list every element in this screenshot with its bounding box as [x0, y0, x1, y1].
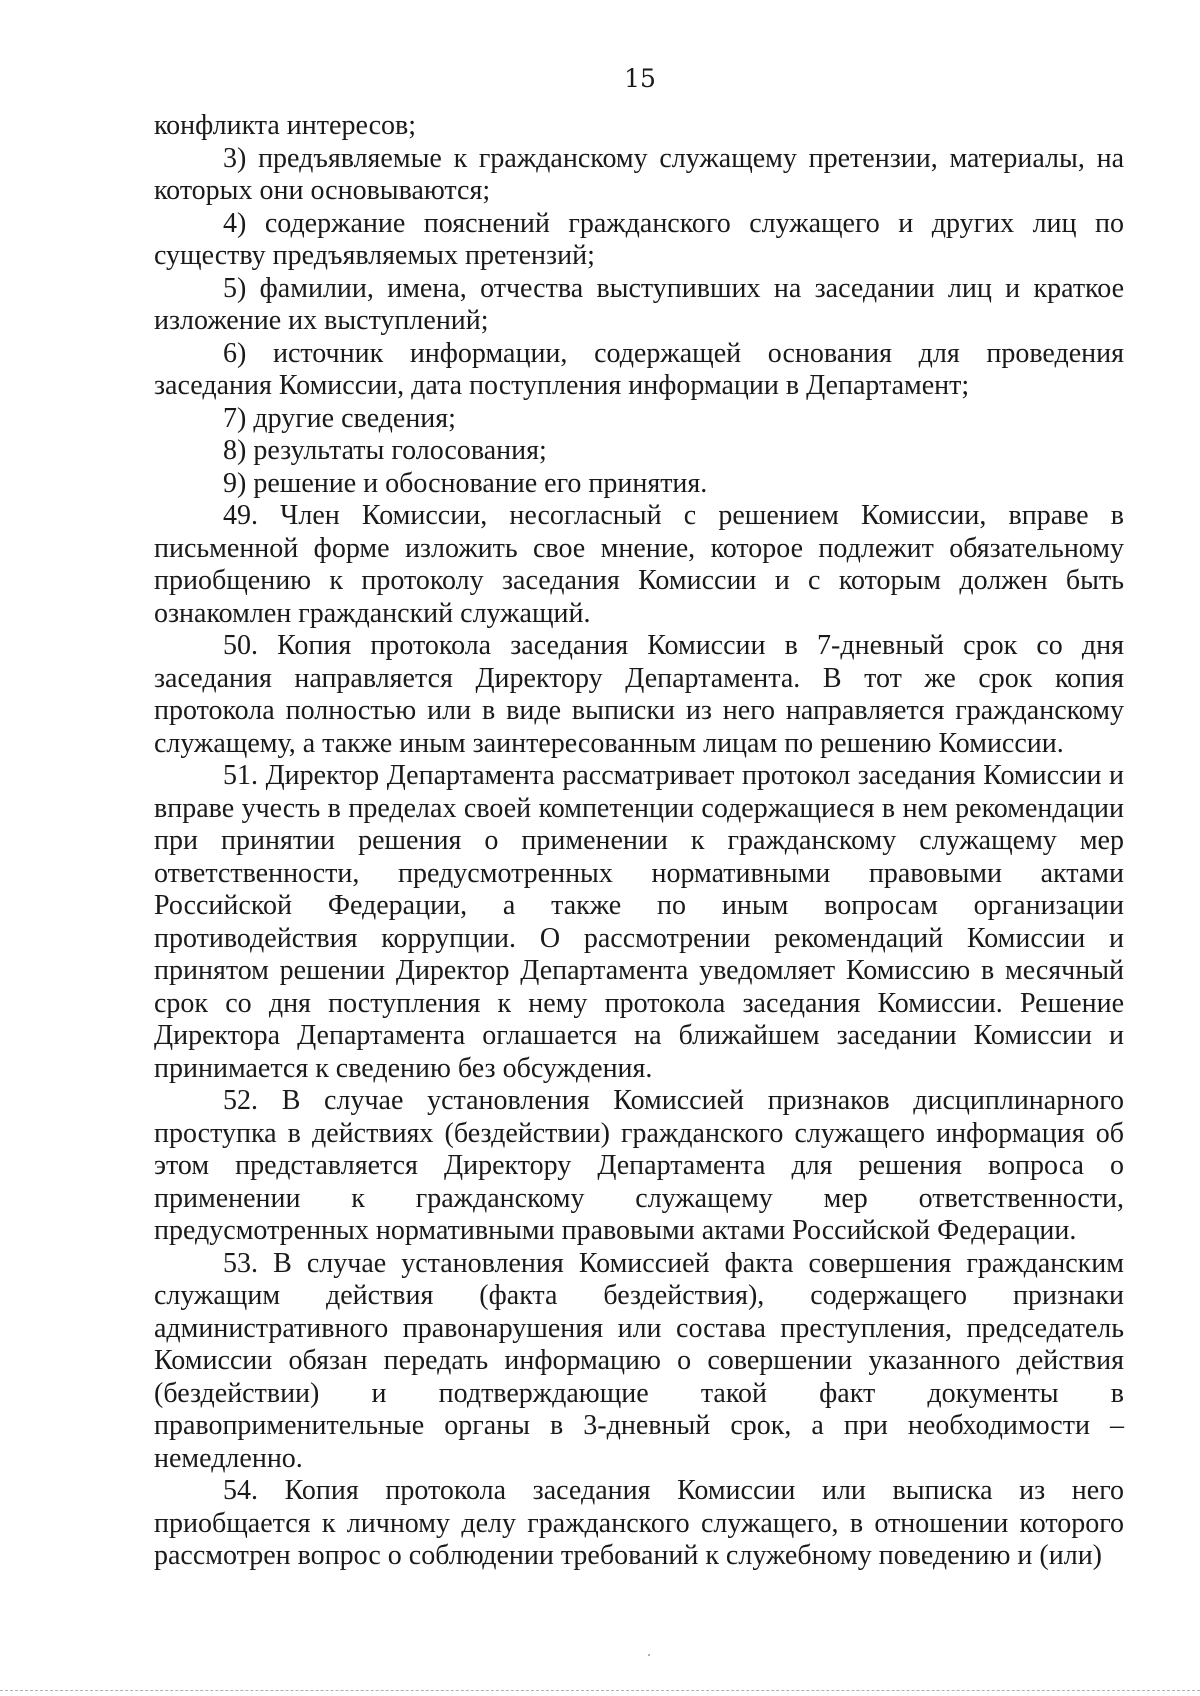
clause-51: 51. Директор Департамента рассматривает протокол заседания Комиссии и вправе учесть в пределах своей компетенции содержащиеся в нем рекомендации при принятии решения о применении к гражданскому служащему мер ответственности, предусмотренных нормативными правовыми актами Российской Федерации, а также по иным вопросам организации противодействия коррупции. О рассмотрении рекомендаций Комиссии и принятом решении Директор Департамента уведомляет Комиссию в месячный срок со дня поступления к нему протокола заседания Комиссии. Решение Директора Департамента оглашается на ближайшем заседании Комиссии и принимается к сведению без обсуждения.: [154, 760, 1124, 1084]
list-item-6: 6) источник информации, содержащей основания для проведения заседания Комиссии, дата поступления информации в Департамент;: [154, 337, 1124, 401]
list-item-5: 5) фамилии, имена, отчества выступивших на заседании лиц и краткое изложение их выступлений;: [154, 272, 1124, 336]
scan-artifact-dot: [648, 1654, 650, 1656]
clause-52: 52. В случае установления Комиссией признаков дисциплинарного проступка в действиях (бездействии) гражданского служащего информация об этом представляется Директору Департамента для решения вопроса о применении к гражданскому служащему мер ответственности, предусмотренных нормативными правовыми актами Российской Федерации.: [154, 1085, 1124, 1246]
document-body: [154, 110, 1124, 1573]
list-item-7: 7) другие сведения;: [223, 402, 456, 434]
list-item-8: 8) результаты голосования;: [223, 435, 547, 466]
page-number: 15: [624, 64, 656, 93]
list-item-4: 4) содержание пояснений гражданского служащего и других лиц по существу предъявляемых претензий;: [154, 207, 1124, 271]
clause-49: 49. Член Комиссии, несогласный с решением Комиссии, вправе в письменной форме изложить свое мнение, которое подлежит обязательному приобщению к протоколу заседания Комиссии и с которым должен быть ознакомлен гражданский служащий.: [154, 500, 1124, 629]
paragraph-continuation: конфликта интересов;: [154, 110, 416, 141]
clause-50: 50. Копия протокола заседания Комиссии в 7-дневный срок со дня заседания направляется Директору Департамента. В тот же срок копия протокола полностью или в виде выписки из него направляется гражданскому служащему, а также иным заинтересованным лицам по решению Комиссии.: [154, 630, 1124, 759]
clause-53: 53. В случае установления Комиссией факта совершения гражданским служащим действия (факта бездействия), содержащего признаки административного правонарушения или состава преступления, председатель Комиссии обязан передать информацию о совершении указанного действия (бездействии) и подтверждающие такой факт документы в правоприменительные органы в 3-дневный срок, а при необходимости – немедленно.: [154, 1247, 1124, 1474]
list-item-9: 9) решение и обоснование его принятия.: [223, 467, 708, 499]
list-item-3: 3) предъявляемые к гражданскому служащему претензии, материалы, на которых они основываются;: [154, 142, 1124, 206]
clause-54: 54. Копия протокола заседания Комиссии или выписка из него приобщается к личному делу гражданского служащего, в отношении которого рассмотрен вопрос о соблюдении требований к служебному поведению и (или): [154, 1475, 1124, 1571]
scan-edge-line: [0, 1690, 1200, 1691]
